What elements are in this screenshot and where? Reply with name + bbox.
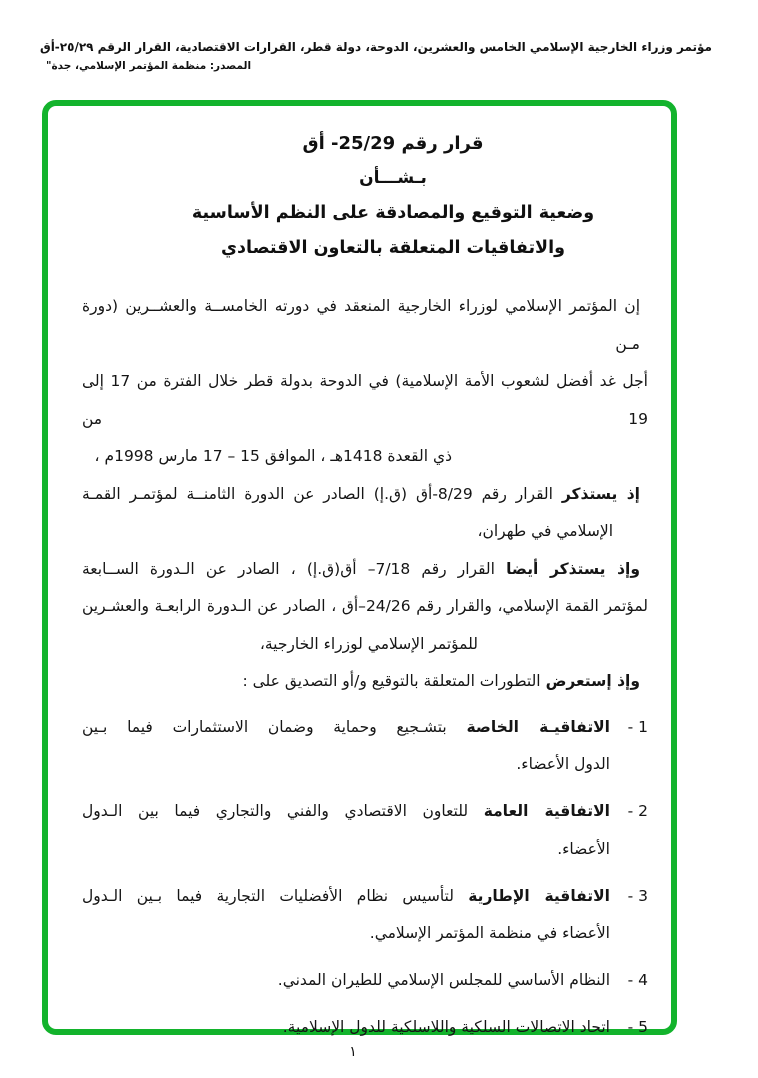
agreement-name: الاتفاقية الإطارية <box>468 886 610 905</box>
list-item-body <box>82 878 610 953</box>
list-item-line: الأعضاء في منظمة المؤتمر الإسلامي. <box>369 924 610 942</box>
paragraph-text: التطورات المتعلقة بالتوقيع و/أو التصديق على : <box>242 672 541 690</box>
list-item-body <box>82 1009 610 1047</box>
list-item-text: للتعاون الاقتصادي والفني والتجاري فيما بين الـدول <box>82 802 469 820</box>
agreement-name: الاتفاقية العامة <box>483 802 610 820</box>
paragraph-line <box>82 476 648 514</box>
reviewing-paragraph <box>82 663 648 701</box>
resolution-title-block <box>110 126 676 266</box>
list-item-body <box>82 793 610 868</box>
agreements-list <box>82 709 648 1047</box>
list-item-line: النظام الأساسي للمجلس الإسلامي للطيران المدني. <box>277 971 610 989</box>
paragraph-line: للمؤتمر الإسلامي لوزراء الخارجية، <box>259 634 478 653</box>
paragraph-text: القرار رقم 8/29-أق (ق.إ) الصادر عن الدورة الثامنــة لمؤتمـر القمـة <box>82 484 553 503</box>
list-item <box>82 878 648 953</box>
resolution-number-title: قرار رقم 25/29- أق <box>302 133 484 154</box>
paragraph-lead: وإذ إستعرض <box>545 672 640 690</box>
list-item <box>82 793 648 868</box>
list-item-line: اتحاد الاتصالات السلكية واللاسلكية للدول الإسلامية. <box>282 1018 610 1036</box>
paragraph-text: القرار رقم 7/18– أق(ق.إ) ، الصادر عن الـدورة الســابعة <box>82 559 495 578</box>
list-item <box>82 709 648 784</box>
paragraph-line: إن المؤتمر الإسلامي لوزراء الخارجية المنعقد في دورته الخامســة والعشــرين (دورة مـن <box>82 297 640 353</box>
paragraph-line: الإسلامي في طهران، <box>477 522 613 540</box>
resolution-body <box>82 288 648 1047</box>
list-item-line <box>82 709 610 747</box>
document-content <box>48 106 671 1036</box>
list-item-line: الأعضاء. <box>557 839 610 858</box>
recalling-also-paragraph <box>82 551 648 664</box>
list-item <box>82 1009 648 1047</box>
page-number: ١ <box>349 1044 357 1060</box>
list-item-text: بتشـجيع وحماية وضمان الاستثمارات فيما بـين <box>82 717 447 736</box>
list-item-number: 1 - <box>627 717 648 736</box>
paragraph-line: لمؤتمر القمة الإسلامي، والقرار رقم 24/26–أق ، الصادر عن الـدورة الرابعـة والعشـرين <box>82 597 648 615</box>
list-item-line <box>82 878 610 916</box>
paragraph-line: أجل غد أفضل لشعوب الأمة الإسلامية) في الدوحة بدولة قطر خلال الفترة من 17 إلى 19 من <box>82 372 648 428</box>
list-item-number: 3 - <box>627 886 648 905</box>
title-regarding: بـشـــأن <box>359 168 427 188</box>
list-item-body <box>82 962 610 1000</box>
agreement-name: الاتفاقيـة الخاصة <box>466 717 610 736</box>
paragraph-line <box>82 663 648 701</box>
preamble-paragraph <box>82 288 648 476</box>
list-item-number: 2 - <box>627 802 648 820</box>
source-line: مؤتمر وزراء الخارجية الإسلامي الخامس والعشرين، الدوحة، دولة قطر، القرارات الاقتصادية، القرار الرقم ٢٥/٢٩-أق <box>39 40 712 54</box>
title-subject-line-2: والاتفاقيات المتعلقة بالتعاون الاقتصادي <box>221 238 565 258</box>
list-item-body <box>82 709 610 784</box>
list-item-number: 4 - <box>627 971 648 989</box>
paragraph-line: ذي القعدة 1418هـ ، الموافق 15 – 17 مارس 1998م ، <box>94 447 452 465</box>
list-item <box>82 962 648 1000</box>
document-source-header <box>39 40 712 72</box>
list-item-number: 5 - <box>627 1018 648 1036</box>
green-border-frame <box>42 100 677 1035</box>
list-item-line <box>82 793 610 831</box>
recalling-paragraph <box>82 476 648 551</box>
source-attribution: المصدر: منظمة المؤتمر الإسلامي، جدة" <box>46 60 252 72</box>
paragraph-lead: إذ يستذكر <box>561 484 640 503</box>
title-subject-line-1: وضعية التوقيع والمصادقة على النظم الأساسية <box>191 203 595 223</box>
list-item-line: الدول الأعضاء. <box>516 755 610 773</box>
paragraph-lead: وإذ يستذكر أيضا <box>506 559 640 578</box>
list-item-text: لتأسيس نظام الأفضليات التجارية فيما بـين الـدول <box>82 886 454 905</box>
paragraph-line <box>82 551 648 589</box>
